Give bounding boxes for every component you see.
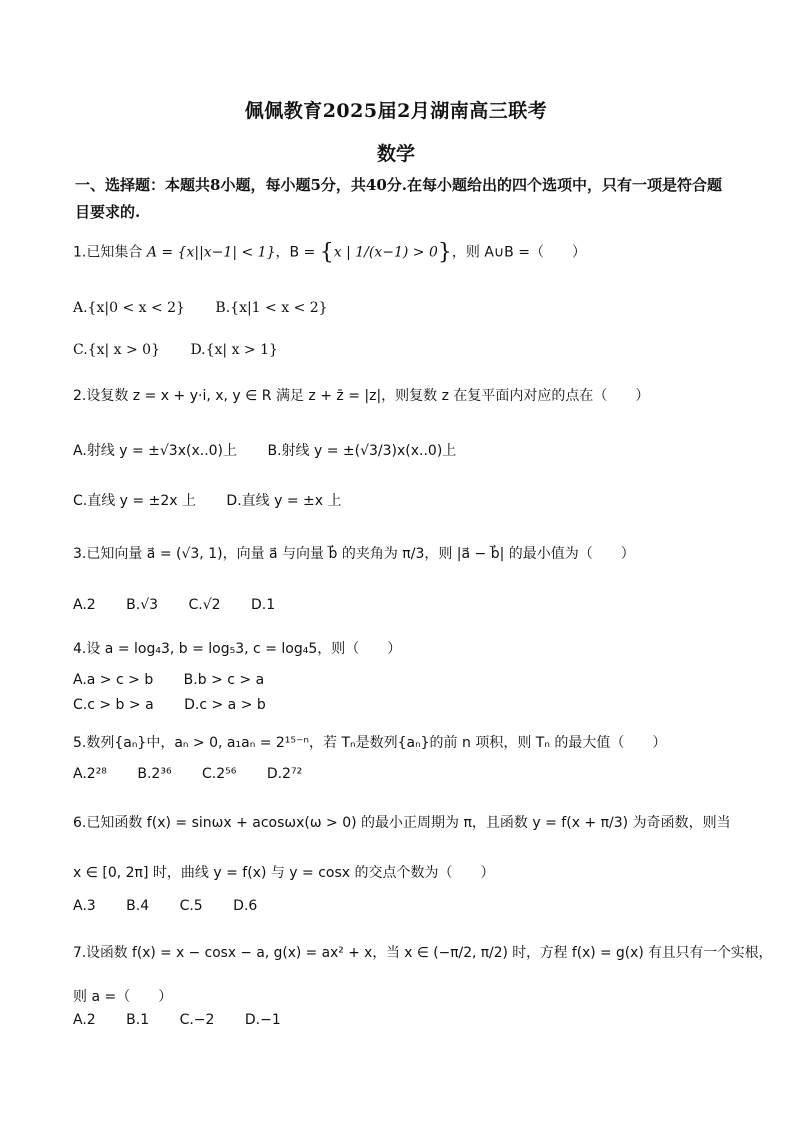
q1-tail: ，则 A∪B =（ ） xyxy=(451,244,586,261)
q7-option-c: C.−2 xyxy=(179,1012,215,1028)
question-7-stem-line2: 则 a =（ ） xyxy=(73,989,173,1005)
question-7-stem-line1: 7.设函数 f(x) = x − cosx − a, g(x) = ax² + x，当 x ∈ (−π/2, π/2) 时，方程 f(x) = g(x) 有且只有一个实根， xyxy=(73,945,773,961)
q1-brace-open: { xyxy=(319,240,334,265)
q2-option-d: D.直线 y = ±x 上 xyxy=(226,493,342,509)
question-2-options-row1 xyxy=(73,440,482,460)
question-1-options-row2 xyxy=(73,342,304,358)
question-3-options xyxy=(73,597,301,613)
section-heading: 一、选择题：本题共8小题，每小题5分，共40分.在每小题给出的四个选项中，只有一项是符合题目要求的. xyxy=(75,176,722,221)
q1-brace-close: } xyxy=(437,240,452,265)
question-1-options-row1 xyxy=(73,300,354,316)
q1-intro: 1.已知集合 xyxy=(73,244,143,261)
q6-option-c: C.5 xyxy=(179,898,203,914)
q1-option-b: B.{x|1 < x < 2} xyxy=(215,300,328,316)
q1-option-c: C.{x| x > 0} xyxy=(73,342,160,358)
subject-title: 数学 xyxy=(376,143,415,165)
q1-set-b: x | 1/(x−1) > 0 xyxy=(333,244,438,261)
question-6-stem-line1: 6.已知函数 f(x) = sinωx + acosωx(ω > 0) 的最小正周期为 π，且函数 y = f(x + π/3) 为奇函数，则当 xyxy=(73,815,731,831)
question-4-options-row2 xyxy=(73,697,292,713)
question-5-options xyxy=(73,766,328,782)
q1-set-b-lead: ，B = xyxy=(275,244,316,261)
q2-option-a: A.射线 y = ±√3x(x..0)上 xyxy=(73,443,238,459)
question-7-options xyxy=(73,1012,307,1028)
q5-option-d: D.2⁷² xyxy=(266,766,303,782)
q3-option-b: B.√3 xyxy=(126,597,159,613)
q1-option-d: D.{x| x > 1} xyxy=(190,342,278,358)
q2-option-c: C.直线 y = ±2x 上 xyxy=(73,493,196,509)
q5-option-a: A.2²⁸ xyxy=(73,766,107,782)
question-4-options-row1 xyxy=(73,672,290,688)
q6-option-b: B.4 xyxy=(126,898,150,914)
q1-set-a: A = {x||x−1| < 1} xyxy=(146,244,276,261)
question-2-stem: 2.设复数 z = x + y·i, x, y ∈ R 满足 z + z̄ = |z|，则复数 z 在复平面内对应的点在（ ） xyxy=(73,388,650,404)
q6-option-a: A.3 xyxy=(73,898,96,914)
q7-option-b: B.1 xyxy=(126,1012,150,1028)
q6-option-d: D.6 xyxy=(233,898,258,914)
q3-option-c: C.√2 xyxy=(188,597,221,613)
question-4-stem: 4.设 a = log₄3, b = log₅3, c = log₄5，则（ ） xyxy=(73,641,402,657)
q7-option-a: A.2 xyxy=(73,1012,96,1028)
q5-option-b: B.2³⁶ xyxy=(137,766,172,782)
q4-option-b: B.b > c > a xyxy=(183,672,265,688)
q5-option-c: C.2⁵⁶ xyxy=(202,766,237,782)
q3-option-a: A.2 xyxy=(73,597,96,613)
exam-title: 佩佩教育2025届2月湖南高三联考 xyxy=(244,100,548,122)
q4-option-d: D.c > a > b xyxy=(184,697,266,713)
question-6-stem-line2: x ∈ [0, 2π] 时，曲线 y = f(x) 与 y = cosx 的交点个数为（ ） xyxy=(73,865,495,881)
q2-option-b: B.射线 y = ±(√3/3)x(x..0)上 xyxy=(267,443,457,459)
q1-option-a: A.{x|0 < x < 2} xyxy=(73,300,185,316)
q4-option-a: A.a > c > b xyxy=(73,672,154,688)
q3-option-d: D.1 xyxy=(251,597,276,613)
question-2-options-row2 xyxy=(73,490,367,510)
q4-option-c: C.c > b > a xyxy=(73,697,154,713)
q7-option-d: D.−1 xyxy=(244,1012,281,1028)
question-5-stem: 5.数列{aₙ}中，aₙ > 0, a₁aₙ = 2¹⁵⁻ⁿ，若 Tₙ是数列{aₙ}的前 n 项积，则 Tₙ 的最大值（ ） xyxy=(73,735,667,751)
question-6-options xyxy=(73,898,283,914)
question-3-stem: 3.已知向量 a⃗ = (√3, 1)，向量 a⃗ 与向量 b⃗ 的夹角为 π/3，则 |a⃗ − b⃗| 的最小值为（ ） xyxy=(73,546,635,562)
question-1-stem xyxy=(73,240,586,265)
